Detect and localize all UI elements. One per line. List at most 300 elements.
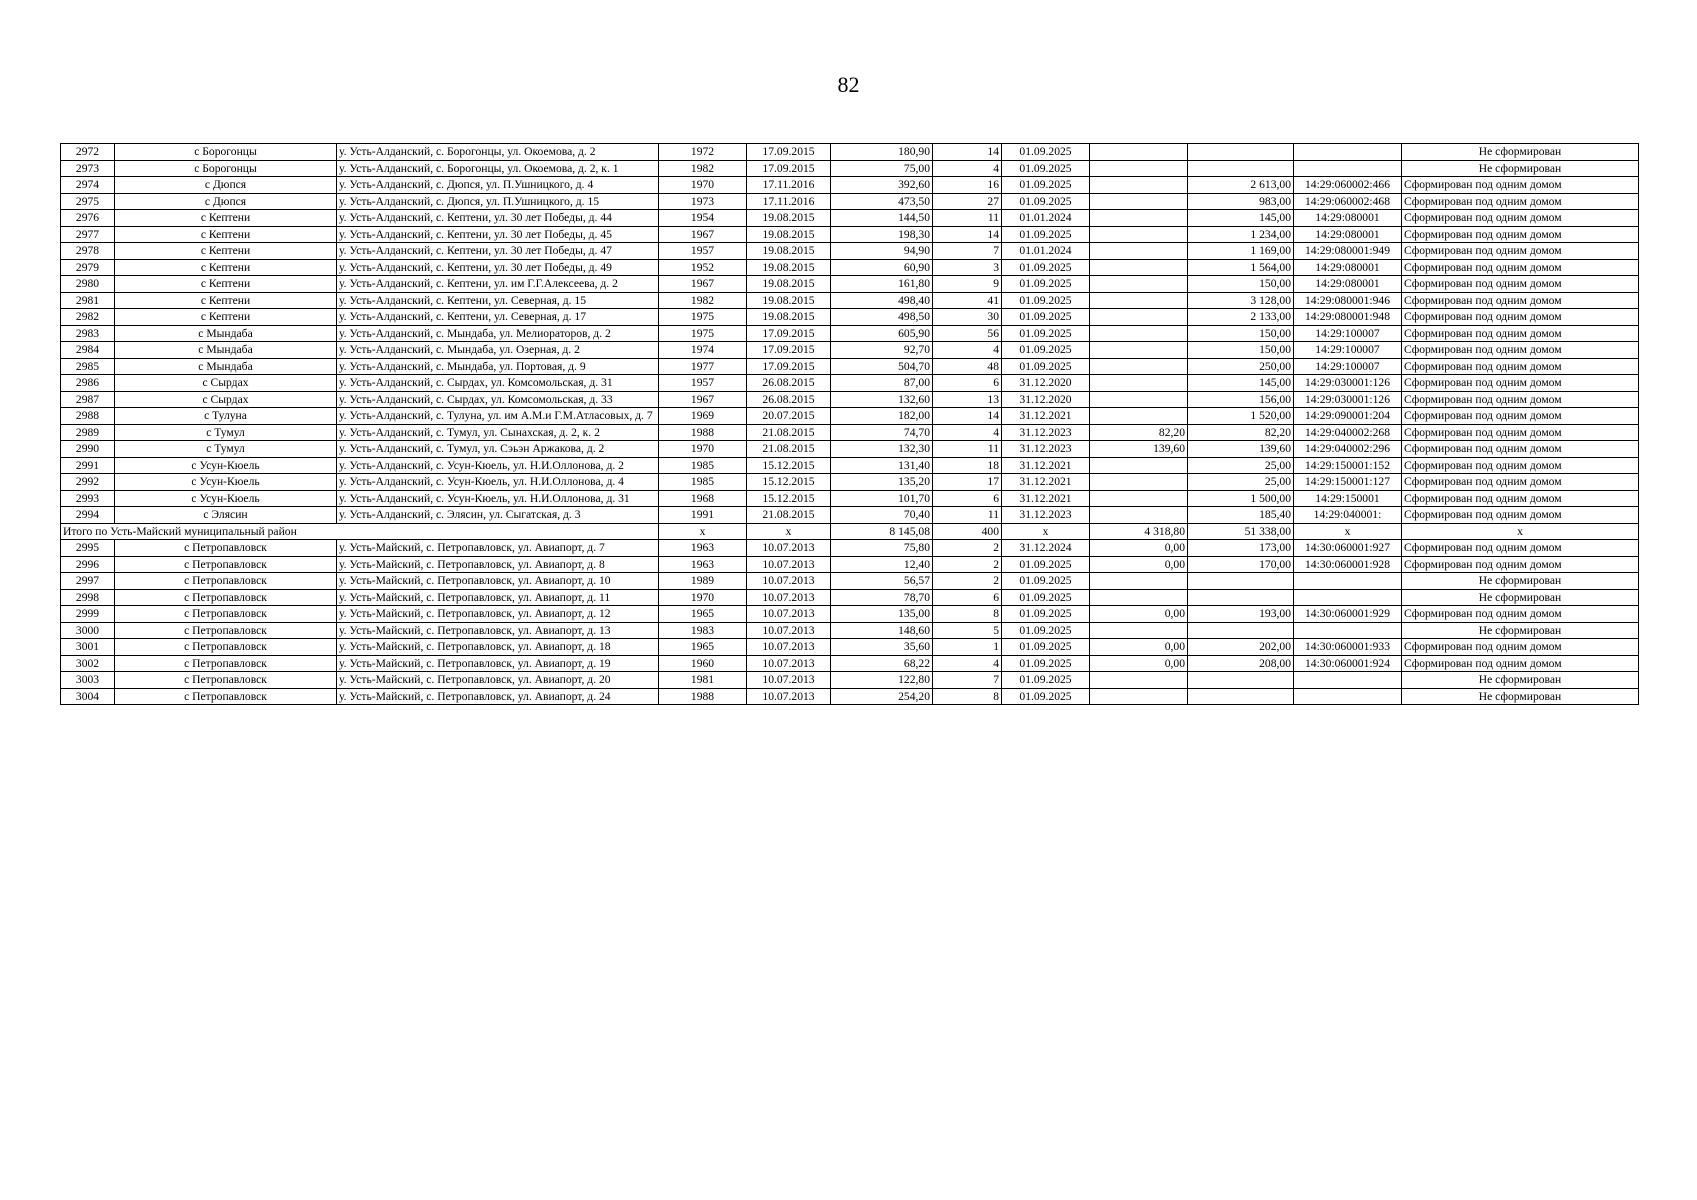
cell-deadline: 01.09.2025 <box>1002 292 1090 309</box>
table-row <box>61 342 1639 359</box>
table-row <box>61 325 1639 342</box>
cell-value-1 <box>1090 226 1188 243</box>
cell-address: у. Усть-Алданский, с. Тулуна, ул. им А.М.и Г.М.Атласовых, д. 7 <box>337 408 659 425</box>
cell-value-2: 145,00 <box>1188 210 1294 227</box>
cell-status: Сформирован под одним домом <box>1402 177 1639 194</box>
cell-locality: с Кептени <box>115 243 337 260</box>
cell-locality: с Сырдах <box>115 391 337 408</box>
cell-value-2: 150,00 <box>1188 276 1294 293</box>
cell-record-date: 19.08.2015 <box>747 292 831 309</box>
cell-value-2: 2 133,00 <box>1188 309 1294 326</box>
cell-locality: с Усун-Кюель <box>115 457 337 474</box>
total-year: х <box>659 523 747 540</box>
cell-address: у. Усть-Алданский, с. Борогонцы, ул. Окоемова, д. 2, к. 1 <box>337 160 659 177</box>
table-row <box>61 556 1639 573</box>
cell-row-number: 2981 <box>61 292 115 309</box>
cell-deadline: 01.01.2024 <box>1002 210 1090 227</box>
cell-cadastral-number: 14:29:100007 <box>1294 342 1402 359</box>
cell-area: 504,70 <box>831 358 933 375</box>
cell-status: Не сформирован <box>1402 688 1639 705</box>
cell-residents: 5 <box>933 622 1002 639</box>
cell-value-1: 0,00 <box>1090 540 1188 557</box>
cell-record-date: 19.08.2015 <box>747 226 831 243</box>
cell-status: Не сформирован <box>1402 672 1639 689</box>
cell-value-2: 1 169,00 <box>1188 243 1294 260</box>
cell-value-1 <box>1090 276 1188 293</box>
cell-cadastral-number: 14:29:080001:948 <box>1294 309 1402 326</box>
cell-deadline: 31.12.2023 <box>1002 424 1090 441</box>
cell-row-number: 2989 <box>61 424 115 441</box>
cell-deadline: 31.12.2024 <box>1002 540 1090 557</box>
cell-status: Сформирован под одним домом <box>1402 342 1639 359</box>
cell-value-1 <box>1090 325 1188 342</box>
table-body-after-total <box>61 540 1639 705</box>
cell-cadastral-number: 14:29:040002:268 <box>1294 424 1402 441</box>
cell-area: 144,50 <box>831 210 933 227</box>
cell-deadline: 01.09.2025 <box>1002 160 1090 177</box>
cell-row-number: 2974 <box>61 177 115 194</box>
table-row <box>61 292 1639 309</box>
cell-deadline: 01.09.2025 <box>1002 622 1090 639</box>
table-row <box>61 210 1639 227</box>
cell-value-2 <box>1188 672 1294 689</box>
cell-residents: 17 <box>933 474 1002 491</box>
cell-record-date: 20.07.2015 <box>747 408 831 425</box>
cell-residents: 4 <box>933 342 1002 359</box>
cell-value-1 <box>1090 622 1188 639</box>
table-row <box>61 408 1639 425</box>
cell-address: у. Усть-Алданский, с. Кептени, ул. Северная, д. 15 <box>337 292 659 309</box>
cell-row-number: 3001 <box>61 639 115 656</box>
cell-status: Сформирован под одним домом <box>1402 325 1639 342</box>
table-row <box>61 358 1639 375</box>
cell-record-date: 17.11.2016 <box>747 193 831 210</box>
table-row <box>61 375 1639 392</box>
cell-address: у. Усть-Алданский, с. Элясин, ул. Сыгатская, д. 3 <box>337 507 659 524</box>
cell-build-year: 1972 <box>659 144 747 161</box>
cell-address: у. Усть-Алданский, с. Кептени, ул. Северная, д. 17 <box>337 309 659 326</box>
total-row <box>61 523 1639 540</box>
cell-deadline: 01.09.2025 <box>1002 325 1090 342</box>
cell-locality: с Тумул <box>115 441 337 458</box>
cell-record-date: 19.08.2015 <box>747 259 831 276</box>
cell-status: Сформирован под одним домом <box>1402 259 1639 276</box>
cell-build-year: 1985 <box>659 457 747 474</box>
total-status: х <box>1402 523 1639 540</box>
cell-value-1 <box>1090 507 1188 524</box>
cell-value-2: 150,00 <box>1188 325 1294 342</box>
cell-address: у. Усть-Майский, с. Петропавловск, ул. Авиапорт, д. 19 <box>337 655 659 672</box>
total-date: х <box>747 523 831 540</box>
cell-cadastral-number <box>1294 573 1402 590</box>
cell-row-number: 2973 <box>61 160 115 177</box>
cell-row-number: 2979 <box>61 259 115 276</box>
cell-residents: 11 <box>933 507 1002 524</box>
cell-locality: с Усун-Кюель <box>115 474 337 491</box>
cell-cadastral-number: 14:29:080001:949 <box>1294 243 1402 260</box>
cell-value-2: 202,00 <box>1188 639 1294 656</box>
cell-residents: 30 <box>933 309 1002 326</box>
cell-residents: 7 <box>933 672 1002 689</box>
cell-value-2: 82,20 <box>1188 424 1294 441</box>
table-row <box>61 672 1639 689</box>
cell-build-year: 1977 <box>659 358 747 375</box>
table-row <box>61 309 1639 326</box>
cell-value-1: 0,00 <box>1090 606 1188 623</box>
cell-status: Сформирован под одним домом <box>1402 210 1639 227</box>
cell-deadline: 01.09.2025 <box>1002 144 1090 161</box>
cell-status: Не сформирован <box>1402 160 1639 177</box>
cell-build-year: 1960 <box>659 655 747 672</box>
cell-address: у. Усть-Алданский, с. Мындаба, ул. Мелиораторов, д. 2 <box>337 325 659 342</box>
cell-build-year: 1988 <box>659 688 747 705</box>
cell-cadastral-number <box>1294 589 1402 606</box>
cell-cadastral-number <box>1294 144 1402 161</box>
cell-value-1 <box>1090 688 1188 705</box>
total-label: Итого по Усть-Майский муниципальный район <box>61 523 337 540</box>
cell-build-year: 1975 <box>659 325 747 342</box>
cell-deadline: 01.09.2025 <box>1002 276 1090 293</box>
cell-value-1 <box>1090 391 1188 408</box>
cell-record-date: 15.12.2015 <box>747 490 831 507</box>
cell-cadastral-number: 14:29:030001:126 <box>1294 391 1402 408</box>
cell-cadastral-number: 14:29:150001:152 <box>1294 457 1402 474</box>
cell-row-number: 2999 <box>61 606 115 623</box>
cell-locality: с Петропавловск <box>115 556 337 573</box>
table-row <box>61 441 1639 458</box>
cell-record-date: 17.11.2016 <box>747 177 831 194</box>
cell-area: 122,80 <box>831 672 933 689</box>
cell-address: у. Усть-Алданский, с. Мындаба, ул. Озерная, д. 2 <box>337 342 659 359</box>
cell-address: у. Усть-Алданский, с. Дюпся, ул. П.Ушницкого, д. 15 <box>337 193 659 210</box>
cell-value-1 <box>1090 160 1188 177</box>
cell-address: у. Усть-Алданский, с. Усун-Кюель, ул. Н.И.Оллонова, д. 31 <box>337 490 659 507</box>
cell-record-date: 26.08.2015 <box>747 375 831 392</box>
cell-locality: с Борогонцы <box>115 144 337 161</box>
cell-residents: 2 <box>933 573 1002 590</box>
cell-value-2: 250,00 <box>1188 358 1294 375</box>
cell-build-year: 1989 <box>659 573 747 590</box>
table-row <box>61 589 1639 606</box>
cell-residents: 11 <box>933 441 1002 458</box>
cell-address: у. Усть-Алданский, с. Кептени, ул. им Г.Г.Алексеева, д. 2 <box>337 276 659 293</box>
cell-value-2: 208,00 <box>1188 655 1294 672</box>
cell-value-2: 145,00 <box>1188 375 1294 392</box>
cell-build-year: 1991 <box>659 507 747 524</box>
cell-build-year: 1981 <box>659 672 747 689</box>
cell-locality: с Элясин <box>115 507 337 524</box>
cell-status: Не сформирован <box>1402 589 1639 606</box>
cell-value-2 <box>1188 573 1294 590</box>
cell-area: 135,00 <box>831 606 933 623</box>
cell-deadline: 01.09.2025 <box>1002 226 1090 243</box>
cell-build-year: 1957 <box>659 243 747 260</box>
cell-address: у. Усть-Майский, с. Петропавловск, ул. Авиапорт, д. 20 <box>337 672 659 689</box>
cell-status: Сформирован под одним домом <box>1402 474 1639 491</box>
cell-build-year: 1970 <box>659 589 747 606</box>
cell-record-date: 17.09.2015 <box>747 342 831 359</box>
cell-residents: 7 <box>933 243 1002 260</box>
cell-locality: с Мындаба <box>115 325 337 342</box>
cell-build-year: 1967 <box>659 276 747 293</box>
cell-address: у. Усть-Алданский, с. Сырдах, ул. Комсомольская, д. 33 <box>337 391 659 408</box>
total-v1: 4 318,80 <box>1090 523 1188 540</box>
cell-value-1 <box>1090 243 1188 260</box>
cell-status: Сформирован под одним домом <box>1402 375 1639 392</box>
cell-record-date: 15.12.2015 <box>747 474 831 491</box>
cell-build-year: 1975 <box>659 309 747 326</box>
cell-status: Сформирован под одним домом <box>1402 276 1639 293</box>
total-v2: 51 338,00 <box>1188 523 1294 540</box>
cell-row-number: 2991 <box>61 457 115 474</box>
cell-value-1 <box>1090 193 1188 210</box>
cell-row-number: 2985 <box>61 358 115 375</box>
cell-area: 74,70 <box>831 424 933 441</box>
cell-cadastral-number: 14:30:060001:933 <box>1294 639 1402 656</box>
total-label-cont <box>337 523 659 540</box>
cell-area: 161,80 <box>831 276 933 293</box>
cell-status: Не сформирован <box>1402 573 1639 590</box>
cell-residents: 9 <box>933 276 1002 293</box>
table-row <box>61 424 1639 441</box>
cell-residents: 8 <box>933 606 1002 623</box>
cell-record-date: 17.09.2015 <box>747 358 831 375</box>
cell-cadastral-number: 14:29:150001:127 <box>1294 474 1402 491</box>
cell-area: 254,20 <box>831 688 933 705</box>
cell-status: Не сформирован <box>1402 144 1639 161</box>
cell-residents: 4 <box>933 160 1002 177</box>
cell-status: Сформирован под одним домом <box>1402 655 1639 672</box>
total-deadline: х <box>1002 523 1090 540</box>
cell-residents: 6 <box>933 589 1002 606</box>
cell-locality: с Петропавловск <box>115 639 337 656</box>
cell-row-number: 2990 <box>61 441 115 458</box>
cell-residents: 48 <box>933 358 1002 375</box>
cell-area: 35,60 <box>831 639 933 656</box>
cell-build-year: 1983 <box>659 622 747 639</box>
cell-value-1 <box>1090 490 1188 507</box>
cell-residents: 16 <box>933 177 1002 194</box>
cell-deadline: 01.09.2025 <box>1002 688 1090 705</box>
cell-area: 498,50 <box>831 309 933 326</box>
cell-locality: с Кептени <box>115 276 337 293</box>
cell-row-number: 2983 <box>61 325 115 342</box>
cell-record-date: 17.09.2015 <box>747 160 831 177</box>
cell-row-number: 3004 <box>61 688 115 705</box>
cell-status: Сформирован под одним домом <box>1402 606 1639 623</box>
cell-value-1: 0,00 <box>1090 639 1188 656</box>
cell-address: у. Усть-Алданский, с. Кептени, ул. 30 лет Победы, д. 47 <box>337 243 659 260</box>
cell-cadastral-number: 14:29:080001 <box>1294 276 1402 293</box>
cell-status: Сформирован под одним домом <box>1402 441 1639 458</box>
cell-area: 132,60 <box>831 391 933 408</box>
cell-record-date: 15.12.2015 <box>747 457 831 474</box>
table-row <box>61 606 1639 623</box>
cell-value-1: 139,60 <box>1090 441 1188 458</box>
cell-row-number: 2984 <box>61 342 115 359</box>
cell-deadline: 01.09.2025 <box>1002 589 1090 606</box>
cell-record-date: 21.08.2015 <box>747 507 831 524</box>
cell-status: Сформирован под одним домом <box>1402 243 1639 260</box>
table-row <box>61 226 1639 243</box>
cell-locality: с Петропавловск <box>115 540 337 557</box>
cell-build-year: 1970 <box>659 177 747 194</box>
cell-row-number: 2972 <box>61 144 115 161</box>
cell-row-number: 3002 <box>61 655 115 672</box>
cell-cadastral-number: 14:29:060002:466 <box>1294 177 1402 194</box>
table-row <box>61 540 1639 557</box>
cell-address: у. Усть-Алданский, с. Борогонцы, ул. Окоемова, д. 2 <box>337 144 659 161</box>
cell-cadastral-number: 14:30:060001:924 <box>1294 655 1402 672</box>
cell-residents: 41 <box>933 292 1002 309</box>
cell-deadline: 31.12.2021 <box>1002 490 1090 507</box>
cell-record-date: 10.07.2013 <box>747 639 831 656</box>
cell-address: у. Усть-Алданский, с. Усун-Кюель, ул. Н.И.Оллонова, д. 2 <box>337 457 659 474</box>
cell-area: 101,70 <box>831 490 933 507</box>
cell-residents: 14 <box>933 226 1002 243</box>
cell-cadastral-number: 14:29:080001:946 <box>1294 292 1402 309</box>
cell-status: Сформирован под одним домом <box>1402 490 1639 507</box>
cell-area: 12,40 <box>831 556 933 573</box>
cell-row-number: 2994 <box>61 507 115 524</box>
cell-deadline: 01.09.2025 <box>1002 358 1090 375</box>
table-row <box>61 573 1639 590</box>
cell-area: 148,60 <box>831 622 933 639</box>
cell-build-year: 1965 <box>659 606 747 623</box>
cell-row-number: 3000 <box>61 622 115 639</box>
cell-value-1 <box>1090 177 1188 194</box>
cell-value-1 <box>1090 309 1188 326</box>
table-row <box>61 457 1639 474</box>
cell-build-year: 1954 <box>659 210 747 227</box>
cell-build-year: 1973 <box>659 193 747 210</box>
cell-deadline: 31.12.2023 <box>1002 507 1090 524</box>
cell-residents: 14 <box>933 408 1002 425</box>
cell-value-2: 139,60 <box>1188 441 1294 458</box>
cell-row-number: 2992 <box>61 474 115 491</box>
cell-deadline: 31.12.2020 <box>1002 391 1090 408</box>
cell-record-date: 19.08.2015 <box>747 309 831 326</box>
cell-address: у. Усть-Алданский, с. Тумул, ул. Сэьэн Аржакова, д. 2 <box>337 441 659 458</box>
cell-address: у. Усть-Алданский, с. Кептени, ул. 30 лет Победы, д. 45 <box>337 226 659 243</box>
cell-residents: 6 <box>933 490 1002 507</box>
cell-locality: с Петропавловск <box>115 655 337 672</box>
cell-address: у. Усть-Алданский, с. Тумул, ул. Сынахская, д. 2, к. 2 <box>337 424 659 441</box>
cell-value-2: 25,00 <box>1188 474 1294 491</box>
cell-value-2 <box>1188 144 1294 161</box>
cell-value-2: 1 234,00 <box>1188 226 1294 243</box>
cell-value-2: 1 520,00 <box>1188 408 1294 425</box>
cell-record-date: 10.07.2013 <box>747 589 831 606</box>
cell-value-1 <box>1090 358 1188 375</box>
cell-build-year: 1982 <box>659 292 747 309</box>
cell-address: у. Усть-Алданский, с. Кептени, ул. 30 лет Победы, д. 44 <box>337 210 659 227</box>
cell-build-year: 1963 <box>659 556 747 573</box>
cell-deadline: 01.09.2025 <box>1002 259 1090 276</box>
cell-address: у. Усть-Алданский, с. Сырдах, ул. Комсомольская, д. 31 <box>337 375 659 392</box>
cell-area: 180,90 <box>831 144 933 161</box>
cell-cadastral-number: 14:29:100007 <box>1294 325 1402 342</box>
cell-record-date: 10.07.2013 <box>747 606 831 623</box>
cell-locality: с Кептени <box>115 226 337 243</box>
cell-value-2: 25,00 <box>1188 457 1294 474</box>
cell-row-number: 2993 <box>61 490 115 507</box>
cell-area: 92,70 <box>831 342 933 359</box>
cell-locality: с Усун-Кюель <box>115 490 337 507</box>
cell-value-1 <box>1090 210 1188 227</box>
cell-deadline: 01.09.2025 <box>1002 556 1090 573</box>
cell-status: Сформирован под одним домом <box>1402 292 1639 309</box>
cell-residents: 6 <box>933 375 1002 392</box>
cell-row-number: 2975 <box>61 193 115 210</box>
cell-value-1: 0,00 <box>1090 556 1188 573</box>
cell-residents: 4 <box>933 424 1002 441</box>
table-row <box>61 622 1639 639</box>
cell-value-2: 173,00 <box>1188 540 1294 557</box>
cell-cadastral-number: 14:29:100007 <box>1294 358 1402 375</box>
cell-row-number: 2986 <box>61 375 115 392</box>
cell-value-2: 1 500,00 <box>1188 490 1294 507</box>
cell-cadastral-number <box>1294 622 1402 639</box>
cell-area: 78,70 <box>831 589 933 606</box>
cell-cadastral-number: 14:30:060001:929 <box>1294 606 1402 623</box>
cell-cadastral-number <box>1294 688 1402 705</box>
cell-value-2 <box>1188 589 1294 606</box>
cell-address: у. Усть-Майский, с. Петропавловск, ул. Авиапорт, д. 7 <box>337 540 659 557</box>
cell-deadline: 31.12.2021 <box>1002 474 1090 491</box>
cell-area: 94,90 <box>831 243 933 260</box>
cell-build-year: 1957 <box>659 375 747 392</box>
table-row <box>61 160 1639 177</box>
cell-locality: с Тулуна <box>115 408 337 425</box>
cell-locality: с Дюпся <box>115 177 337 194</box>
cell-residents: 27 <box>933 193 1002 210</box>
table-row <box>61 144 1639 161</box>
cell-record-date: 19.08.2015 <box>747 276 831 293</box>
table-row <box>61 276 1639 293</box>
cell-record-date: 10.07.2013 <box>747 540 831 557</box>
cell-record-date: 10.07.2013 <box>747 622 831 639</box>
table-row <box>61 259 1639 276</box>
cell-value-2 <box>1188 160 1294 177</box>
cell-address: у. Усть-Майский, с. Петропавловск, ул. Авиапорт, д. 18 <box>337 639 659 656</box>
cell-record-date: 10.07.2013 <box>747 688 831 705</box>
cell-cadastral-number: 14:29:060002:468 <box>1294 193 1402 210</box>
table-row <box>61 391 1639 408</box>
cell-status: Сформирован под одним домом <box>1402 408 1639 425</box>
cell-record-date: 10.07.2013 <box>747 655 831 672</box>
cell-residents: 56 <box>933 325 1002 342</box>
cell-deadline: 01.01.2024 <box>1002 243 1090 260</box>
cell-build-year: 1965 <box>659 639 747 656</box>
cell-record-date: 10.07.2013 <box>747 573 831 590</box>
cell-build-year: 1985 <box>659 474 747 491</box>
table-row <box>61 193 1639 210</box>
cell-status: Сформирован под одним домом <box>1402 540 1639 557</box>
cell-deadline: 31.12.2020 <box>1002 375 1090 392</box>
table-row <box>61 474 1639 491</box>
cell-address: у. Усть-Майский, с. Петропавловск, ул. Авиапорт, д. 24 <box>337 688 659 705</box>
cell-value-1: 0,00 <box>1090 655 1188 672</box>
page-number: 82 <box>837 72 860 97</box>
cell-row-number: 2978 <box>61 243 115 260</box>
cell-cadastral-number: 14:29:040001: <box>1294 507 1402 524</box>
cell-status: Сформирован под одним домом <box>1402 358 1639 375</box>
cell-area: 392,60 <box>831 177 933 194</box>
cell-cadastral-number: 14:29:090001:204 <box>1294 408 1402 425</box>
cell-record-date: 21.08.2015 <box>747 424 831 441</box>
cell-value-1 <box>1090 375 1188 392</box>
